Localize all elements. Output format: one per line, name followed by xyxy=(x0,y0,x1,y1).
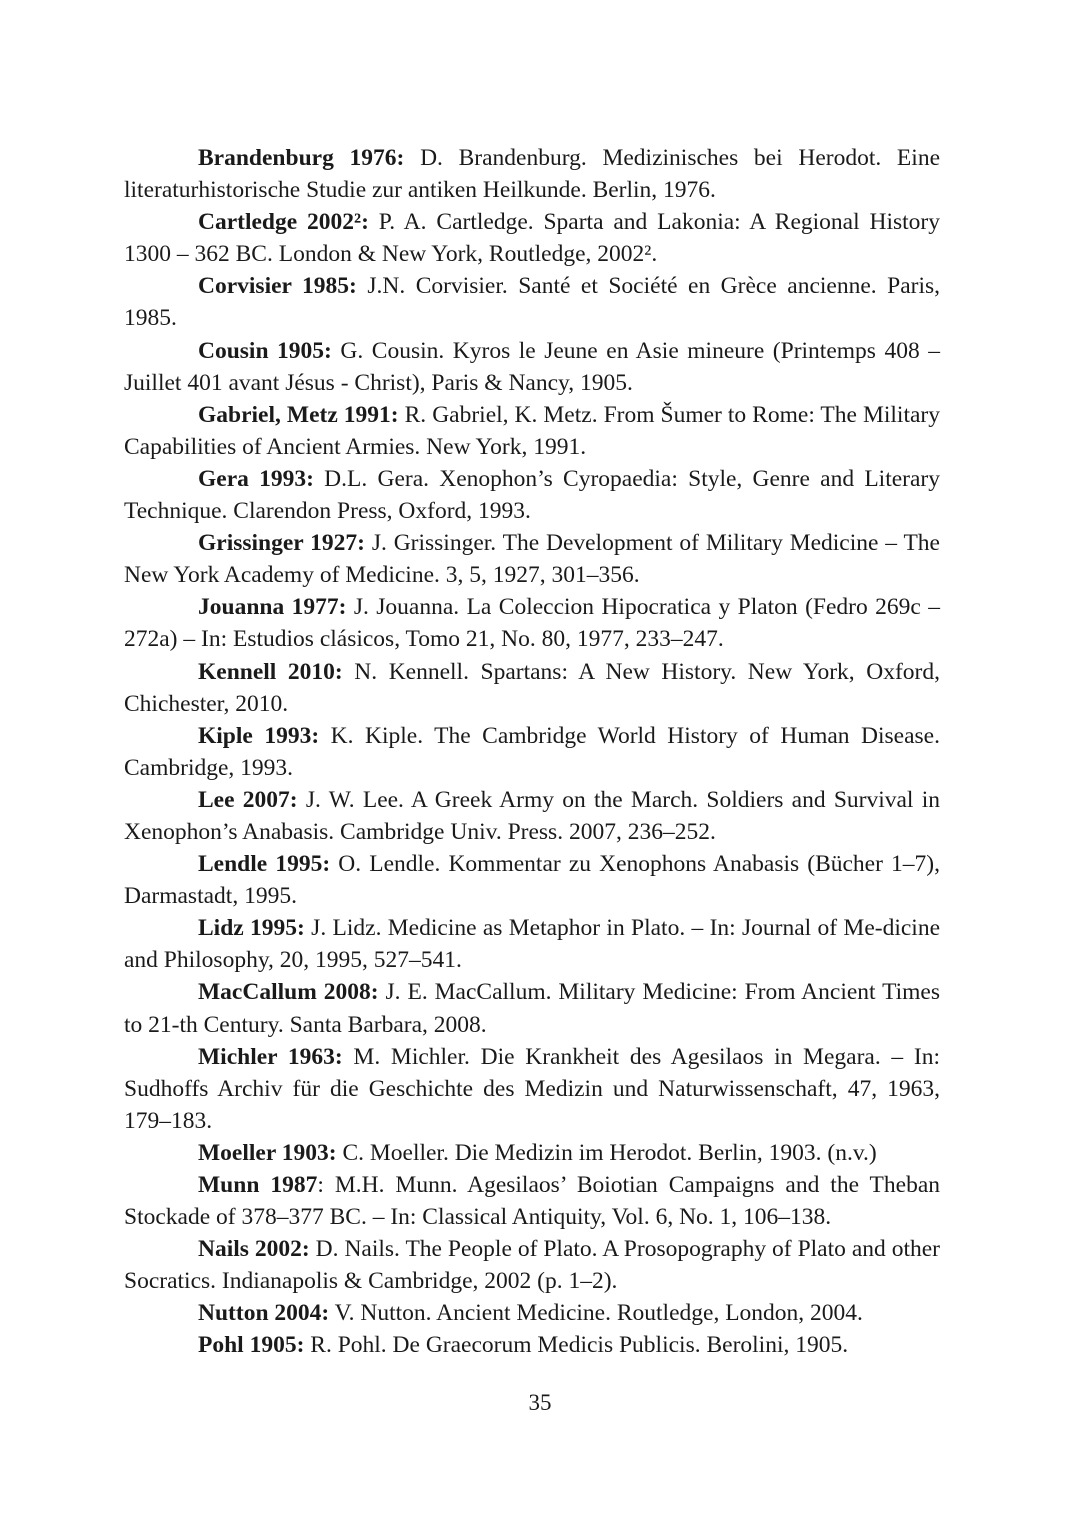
entry-text: J.N. Corvisier. Santé et Société en Grèce ancienne. Paris, 1985. xyxy=(124,273,940,332)
entry-text: J. Jouanna. La Coleccion Hipocratica y Platon (Fedro 269c – 272a) – In: Estudios clásicos, Tomo 21, No. 80, 1977, 233–247. xyxy=(124,594,940,653)
entry-key: Michler 1963: xyxy=(198,1043,343,1070)
entry-key: Munn 1987 xyxy=(198,1172,318,1198)
entry-text: J. W. Lee. A Greek Army on the March. Soldiers and Survival in Xenophon’s Anabasis. Cambridge Univ. Press. 2007, 236–252. xyxy=(124,786,940,845)
bibliography-entry xyxy=(124,335,940,399)
entry-text: J. Grissinger. The Development of Military Medicine – The New York Academy of Medicine. 3, 5, 1927, 301–356. xyxy=(124,530,940,589)
bibliography-entry xyxy=(124,848,940,912)
bibliography-entry xyxy=(124,912,940,976)
entry-key: Lidz 1995: xyxy=(198,915,305,942)
entry-text: R. Gabriel, K. Metz. From Šumer to Rome: The Military Capabilities of Ancient Armies. New York, 1991. xyxy=(124,401,941,460)
bibliography-entry xyxy=(124,1137,940,1169)
bibliography-entry xyxy=(124,656,940,720)
entry-text: O. Lendle. Kommentar zu Xenophons Anabasis (Bücher 1–7), Darmastadt, 1995. xyxy=(124,851,941,910)
bibliography-list xyxy=(124,142,940,1362)
bibliography-entry xyxy=(124,270,940,334)
entry-text: V. Nutton. Ancient Medicine. Routledge, London, 2004. xyxy=(329,1300,863,1327)
bibliography-entry xyxy=(124,784,940,848)
entry-key: Cousin 1905: xyxy=(198,337,332,364)
bibliography-entry xyxy=(124,399,940,463)
bibliography-entry xyxy=(124,1329,940,1361)
entry-key: Lee 2007: xyxy=(198,786,298,813)
entry-text: M. Michler. Die Krankheit des Agesilaos in Megara. – In: Sudhoffs Archiv für die Geschichte des Medizin und Naturwissenschaft, 47, 1963, 179–183. xyxy=(124,1043,940,1134)
bibliography-entry xyxy=(124,1297,940,1329)
bibliography-entry xyxy=(124,527,940,591)
bibliography-entry xyxy=(124,1041,940,1137)
entry-key: Brandenburg 1976: xyxy=(198,145,405,171)
entry-key: Pohl 1905: xyxy=(198,1332,305,1359)
entry-text: D. Nails. The People of Plato. A Prosopography of Plato and other Socratics. Indianapolis & Cambridge, 2002 (p. 1–2). xyxy=(124,1236,940,1295)
entry-text: : M.H. Munn. Agesilaos’ Boiotian Campaigns and the Theban Stockade of 378–377 BC. – In: Classical Antiquity, Vol. 6, No. 1, 106–138. xyxy=(124,1172,941,1231)
entry-text: N. Kennell. Spartans: A New History. New York, Oxford, Chichester, 2010. xyxy=(124,658,940,717)
entry-text: D. Brandenburg. Medizinisches bei Herodot. Eine literaturhistorische Studie zur antiken Heilkunde. Berlin, 1976. xyxy=(124,145,941,204)
entry-text: C. Moeller. Die Medizin im Herodot. Berlin, 1903. (n.v.) xyxy=(336,1139,877,1166)
bibliography-entry xyxy=(124,1169,940,1233)
entry-text: G. Cousin. Kyros le Jeune en Asie mineure (Printemps 408 – Juillet 401 avant Jésus - Christ), Paris & Nancy, 1905. xyxy=(124,337,940,396)
entry-key: MacCallum 2008: xyxy=(198,979,379,1006)
entry-key: Corvisier 1985: xyxy=(198,273,357,300)
entry-key: Moeller 1903: xyxy=(198,1139,337,1166)
entry-text: J. Lidz. Medicine as Metaphor in Plato. – In: Journal of Me-dicine and Philosophy, 20, 1995, 527–541. xyxy=(124,915,940,974)
bibliography-entry xyxy=(124,976,940,1040)
entry-text: J. E. MacCallum. Military Medicine: From Ancient Times to 21-th Century. Santa Barbara, 2008. xyxy=(124,979,940,1038)
bibliography-entry xyxy=(124,142,940,206)
entry-key: Nutton 2004: xyxy=(198,1300,330,1327)
entry-key: Kennell 2010: xyxy=(198,658,343,685)
bibliography-entry xyxy=(124,206,940,270)
entry-key: Nails 2002: xyxy=(198,1236,310,1263)
entry-key: Gera 1993: xyxy=(198,465,314,492)
entry-text: P. A. Cartledge. Sparta and Lakonia: A Regional History 1300 – 362 BC. London & New York, Routledge, 2002². xyxy=(124,209,940,268)
entry-key: Grissinger 1927: xyxy=(198,530,365,557)
bibliography-entry xyxy=(124,720,940,784)
entry-key: Jouanna 1977: xyxy=(198,594,347,621)
bibliography-entry xyxy=(124,1233,940,1297)
entry-text: K. Kiple. The Cambridge World History of Human Disease. Cambridge, 1993. xyxy=(124,722,940,781)
entry-key: Kiple 1993: xyxy=(198,722,320,749)
bibliography-entry xyxy=(124,463,940,527)
entry-text: R. Pohl. De Graecorum Medicis Publicis. Berolini, 1905. xyxy=(304,1332,849,1359)
entry-key: Gabriel, Metz 1991: xyxy=(198,401,399,428)
entry-key: Cartledge 2002²: xyxy=(198,209,369,236)
page-number: 35 xyxy=(528,1390,552,1415)
entry-text: D.L. Gera. Xenophon’s Cyropaedia: Style, Genre and Literary Technique. Clarendon Press, Oxford, 1993. xyxy=(124,465,941,525)
entry-key: Lendle 1995: xyxy=(198,851,331,878)
bibliography-entry xyxy=(124,591,940,655)
